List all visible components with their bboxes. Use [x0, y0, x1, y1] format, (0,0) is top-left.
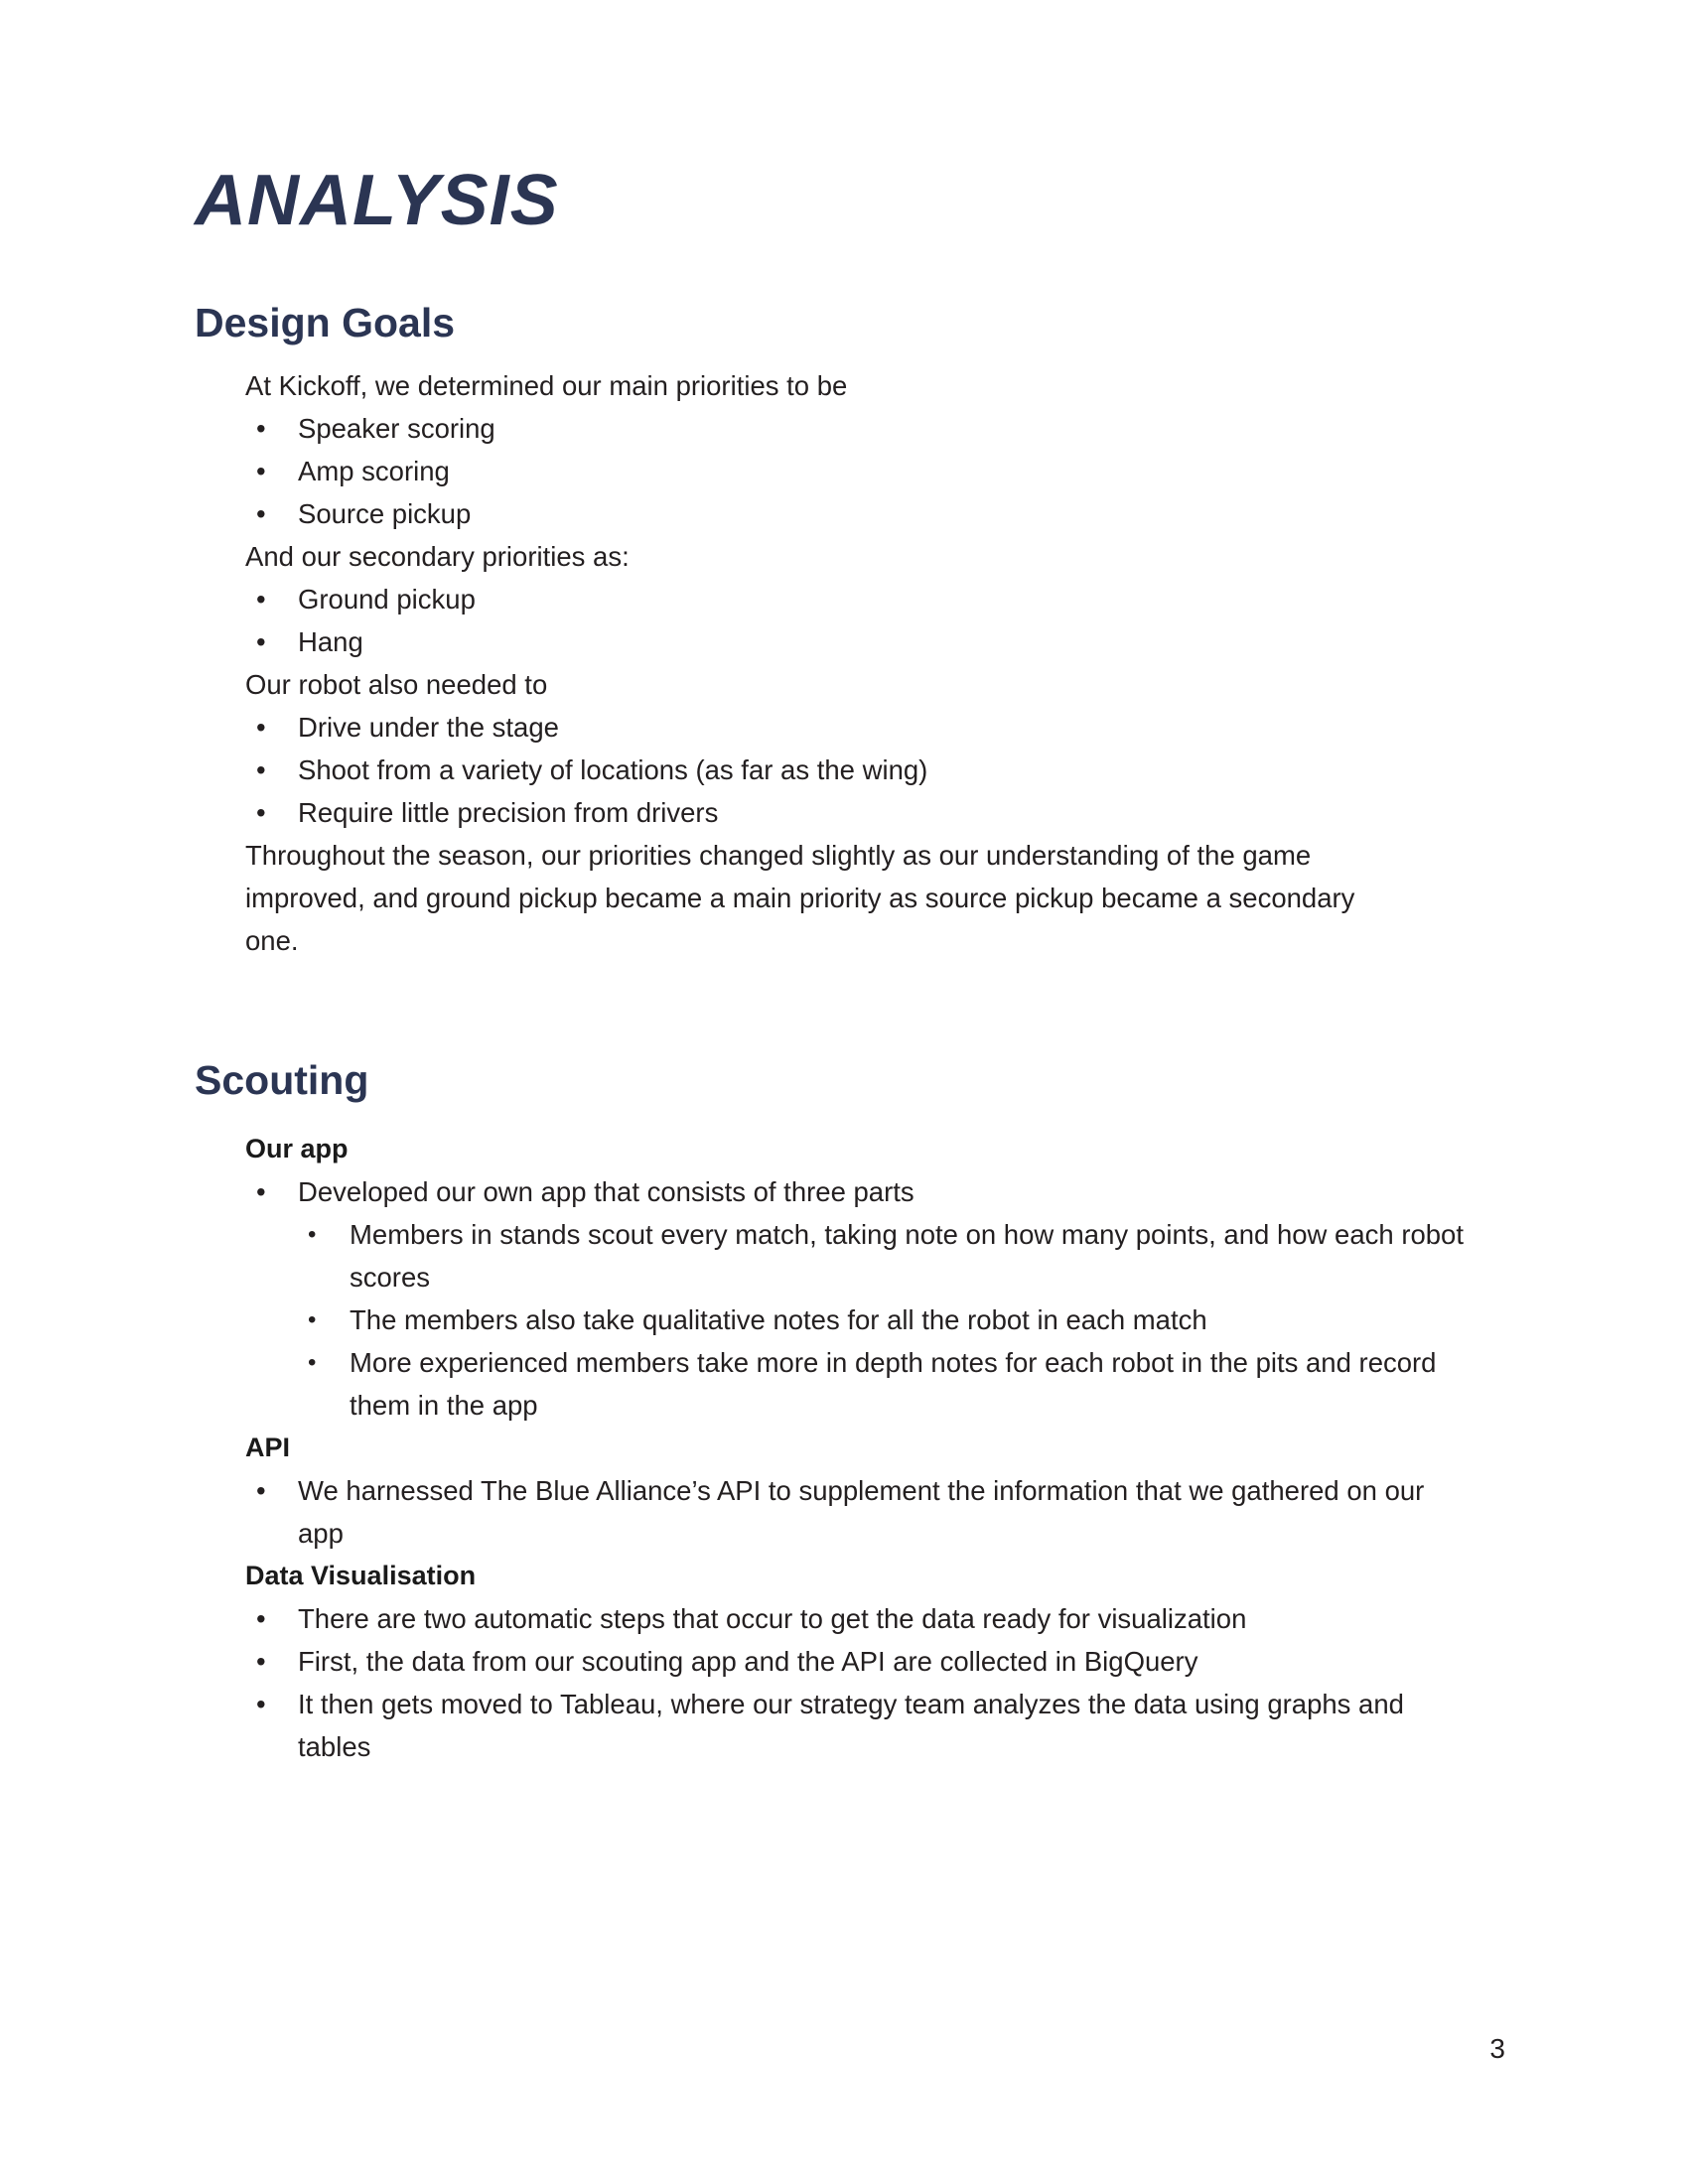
section-heading-design-goals: Design Goals — [195, 300, 456, 345]
primary-priorities-list — [245, 407, 1481, 535]
subsection-label-api: API — [245, 1433, 291, 1463]
subsection-label-our-app: Our app — [245, 1134, 349, 1164]
page-number: 3 — [1489, 2033, 1505, 2064]
robot-requirements-list — [245, 706, 1481, 834]
list-item: • We harnessed The Blue Alliance’s API to supplement the information that we gathered on our app — [245, 1469, 1435, 1555]
list-item: • It then gets moved to Tableau, where our strategy team analyzes the data using graphs and tables — [245, 1683, 1435, 1768]
list-item: • Ground pickup — [245, 578, 1481, 620]
secondary-priorities-list — [245, 578, 1481, 663]
list-item: • Developed our own app that consists of three parts — [245, 1170, 1481, 1213]
list-item: • The members also take qualitative notes for all the robot in each match — [245, 1298, 1481, 1341]
list-item: • Members in stands scout every match, taking note on how many points, and how each robot scores — [245, 1213, 1481, 1298]
scouting-body — [245, 1104, 1481, 1768]
document-content — [195, 0, 1505, 1768]
design-goals-body — [245, 346, 1481, 962]
page-title: ANALYSIS — [195, 161, 559, 240]
list-item: • Shoot from a variety of locations (as far as the wing) — [245, 749, 1481, 791]
subsection-label-data-visualisation: Data Visualisation — [245, 1561, 477, 1591]
list-item: • More experienced members take more in depth notes for each robot in the pits and record them in the app — [245, 1341, 1481, 1427]
design-goals-closing-paragraph: Throughout the season, our priorities changed slightly as our understanding of the game improved, and ground pickup became a main priority as source pickup became a secondary one. — [245, 840, 1355, 957]
list-item: • Require little precision from drivers — [245, 791, 1481, 834]
design-goals-intro-robot: Our robot also needed to — [245, 669, 548, 701]
section-heading-scouting: Scouting — [195, 1057, 369, 1104]
list-item: • First, the data from our scouting app and the API are collected in BigQuery — [245, 1640, 1481, 1683]
api-bullets — [245, 1469, 1481, 1555]
list-item: • There are two automatic steps that occur to get the data ready for visualization — [245, 1597, 1481, 1640]
list-item: • Amp scoring — [245, 450, 1481, 492]
design-goals-intro-secondary: And our secondary priorities as: — [245, 541, 630, 573]
data-visualisation-bullets — [245, 1597, 1481, 1768]
list-item: • Speaker scoring — [245, 407, 1481, 450]
list-item: • Source pickup — [245, 492, 1481, 535]
list-item: • Drive under the stage — [245, 706, 1481, 749]
design-goals-intro-primary: At Kickoff, we determined our main priorities to be — [245, 370, 848, 402]
list-item: • Hang — [245, 620, 1481, 663]
our-app-nested-bullets — [245, 1213, 1481, 1427]
our-app-bullets — [245, 1170, 1481, 1213]
